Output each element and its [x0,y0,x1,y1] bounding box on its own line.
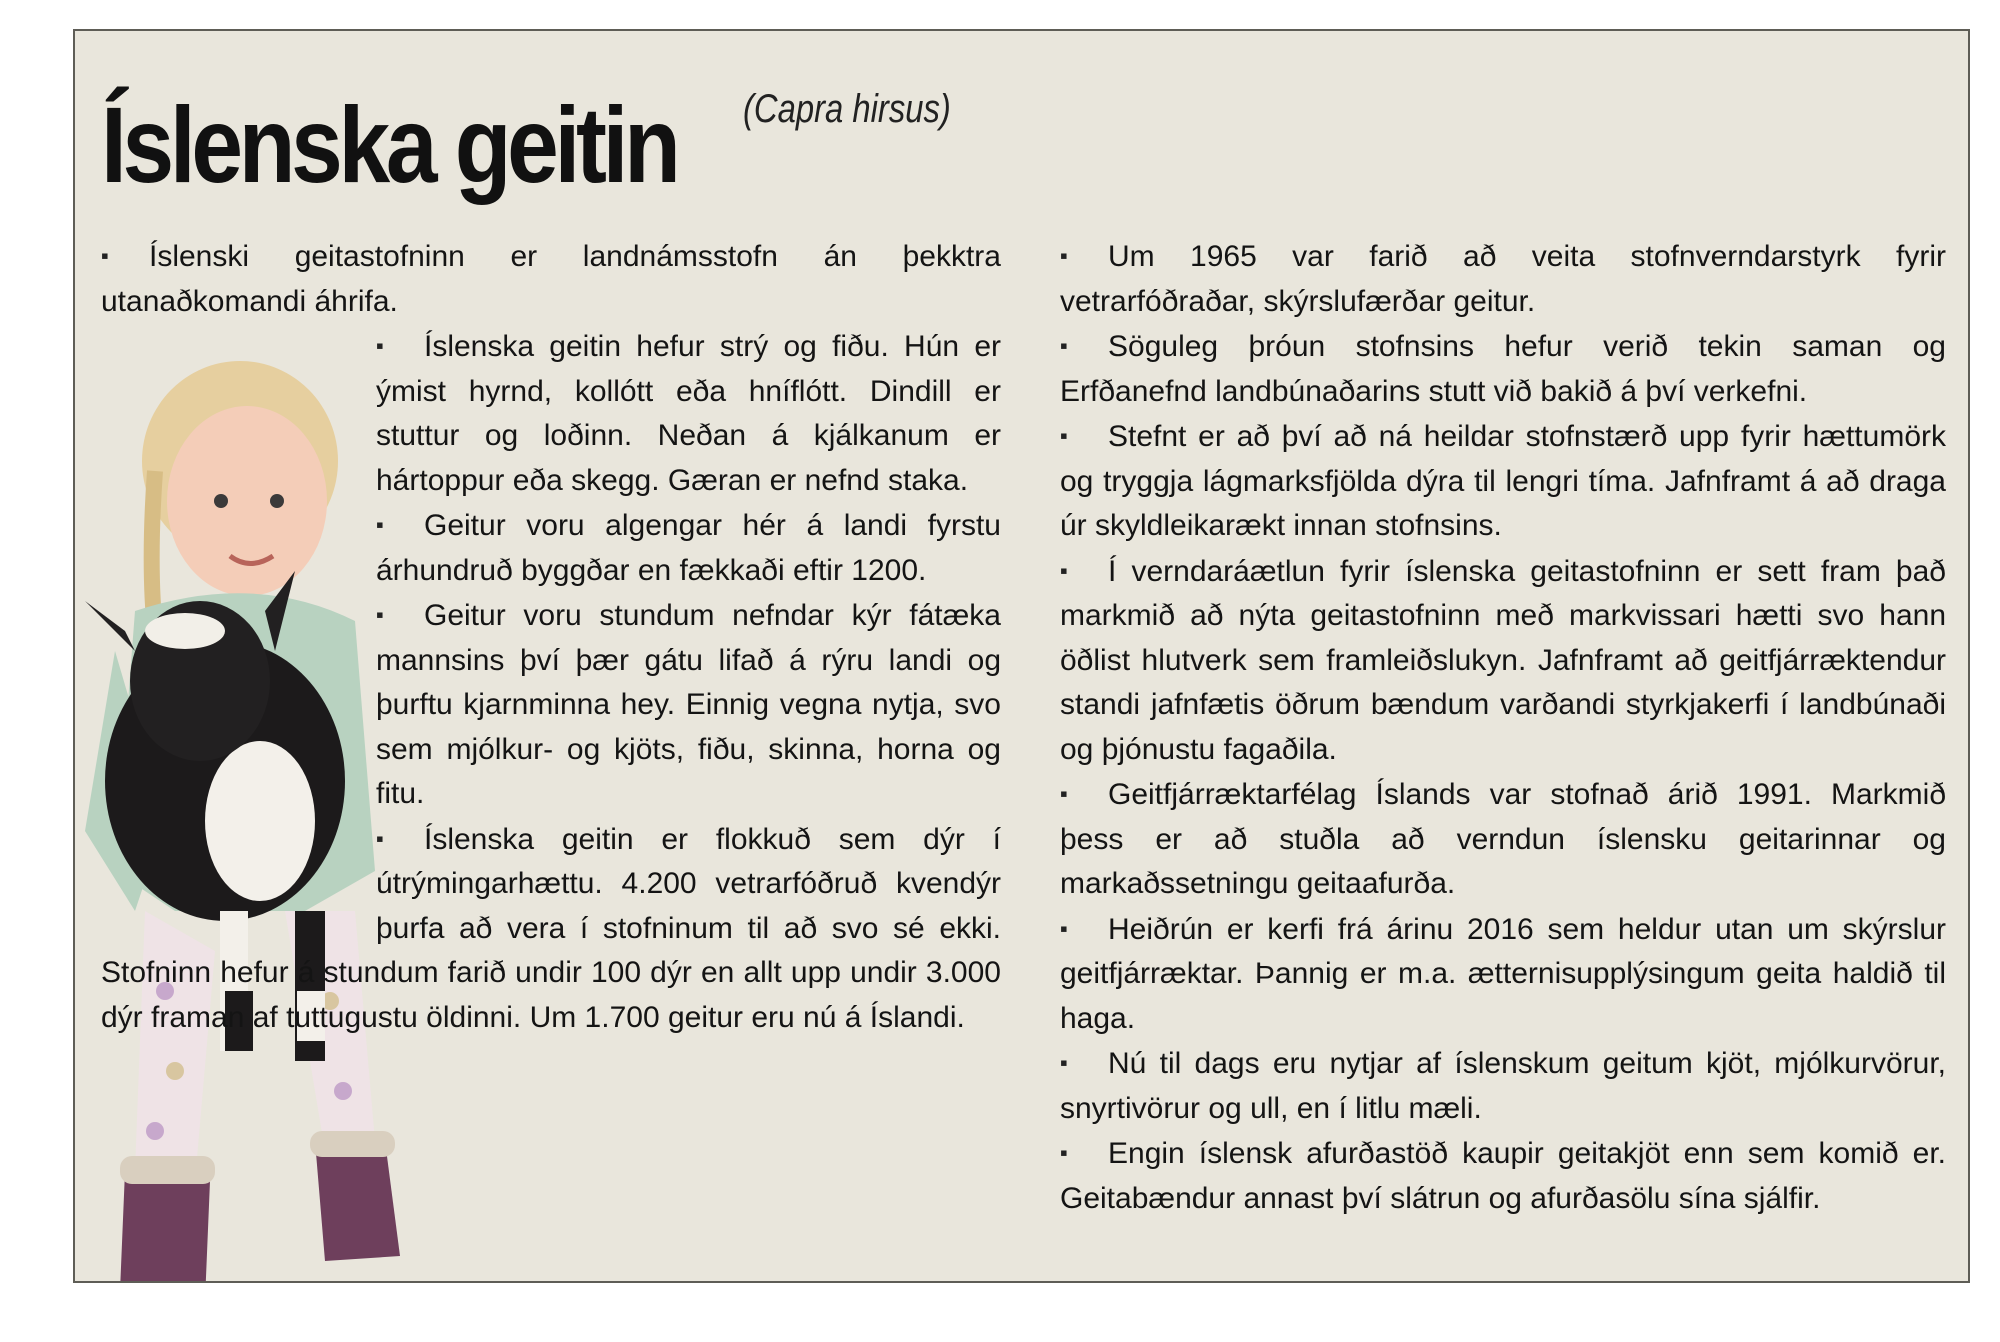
list-item [1060,414,1946,549]
bullet-icon: ▪ [376,602,384,627]
bullet-icon: ▪ [101,243,109,268]
photo-spacer [101,324,376,938]
list-item-text: Geitur voru stundum nefndar kýr fátæka mannsins því þær gátu lifað á rýru landi og þurftu kjarnminna hey. Einnig vegna nytja, svo sem mjólkur- og kjöts, fiðu, skinna, horna og fitu. [376,599,1001,810]
bullet-icon: ▪ [1060,1140,1068,1165]
list-item-text: Heiðrún er kerfi frá árinu 2016 sem heldur utan um skýrslur geitfjárræktar. Þannig er m.a. ætternisupplýsingum geita haldið til haga. [1060,912,1946,1035]
info-panel [73,29,1970,1283]
scientific-name: (Capra hirsus) [743,87,951,131]
page-title [101,84,770,205]
list-item-text: Íslenski geitastofninn er landnámsstofn án þekktra utanaðkomandi áhrifa. [101,240,1001,318]
list-item [1060,1131,1946,1221]
bullet-icon: ▪ [1060,915,1068,941]
list-item-text: Íslenska geitin er flokkuð sem dýr í útrýmingarhættu. 4.200 vetrarfóðruð kvendýr þurfa að vera í stofninum til að svo sé ekki. Stofninn hefur á stundum farið undir 100 dýr en allt upp undir 3.000 dýr framan af tuttugustu öldinni. Um 1.700 geitur eru nú á Íslandi. [101,822,1001,1034]
bullet-icon: ▪ [376,333,384,358]
bullet-icon: ▪ [1060,243,1068,268]
list-item-text: Geitfjárræktarfélag Íslands var stofnað árið 1991. Markmið þess er að stuðla að verndun íslensku geitarinnar og markaðssetningu geitaafurða. [1060,778,1946,900]
list-item [101,234,1001,324]
list-item-text: Geitur voru algengar hér á landi fyrstu árhundruð byggðar en fækkaði eftir 1200. [376,509,1001,587]
list-item-text: Söguleg þróun stofnsins hefur verið tekin saman og Erfðanefnd landbúnaðarins stutt við bakið á því verkefni. [1060,330,1946,408]
list-item-text: Nú til dags eru nytjar af íslenskum geitum kjöt, mjólkurvörur, snyrtivörur og ull, en í litlu mæli. [1060,1047,1946,1125]
left-column [101,234,1001,1040]
list-item [1060,772,1946,907]
bullet-icon: ▪ [1060,781,1068,806]
list-item-text: Um 1965 var farið að veita stofnverndarstyrk fyrir vetrarfóðraðar, skýrslufærðar geitur. [1060,240,1946,318]
list-item [1060,1041,1946,1131]
list-item-text: Stefnt er að því að ná heildar stofnstærð upp fyrir hættumörk og tryggja lágmarksfjölda dýra til lengri tíma. Jafnframt á að draga úr skyldleikarækt innan stofnsins. [1060,420,1946,542]
list-item [1060,907,1946,1042]
list-item-text: Íslenska geitin hefur strý og fiðu. Hún er ýmist hyrnd, kollótt eða hníflótt. Dindill er stuttur og loðinn. Neðan á kjálkanum er hártoppur eða skegg. Gæran er nefnd staka. [376,330,1001,497]
bullet-icon: ▪ [376,825,384,851]
list-item [1060,234,1946,324]
list-item [1060,549,1946,773]
list-item-text: Í verndaráætlun fyrir íslenska geitastofninn er sett fram það markmið að nýta geitastofninn með markvissari hætti svo hann öðlist hlutverk sem framleiðslukyn. Jafnframt að geitfjárræktendur standi jafnfætis öðrum bændum varðandi styrkjakerfi í landbúnaði og þjónustu fagaðila. [1060,554,1946,766]
bullet-icon: ▪ [1060,333,1068,358]
list-item-text: Engin íslensk afurðastöð kaupir geitakjöt enn sem komið er. Geitabændur annast því slátrun og afurðasölu sína sjálfir. [1060,1137,1946,1215]
bullet-icon: ▪ [1060,557,1068,583]
bullet-icon: ▪ [1060,423,1068,448]
bullet-icon: ▪ [376,512,384,537]
bullet-icon: ▪ [1060,1050,1068,1075]
title-text: Íslenska geitin [101,84,677,205]
right-column [1060,234,1946,1221]
list-item [1060,324,1946,414]
